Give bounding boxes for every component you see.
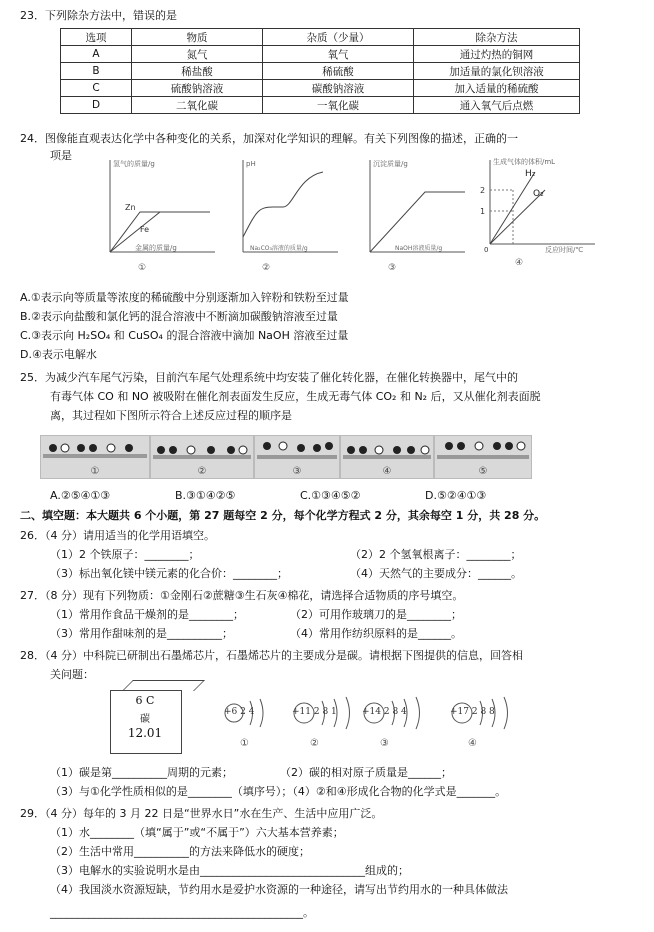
q25-option-c: C.①③④⑤② bbox=[300, 489, 361, 502]
q26-part-1: （1）2 个铁原子：________； bbox=[50, 548, 200, 561]
q29-part-1: （1）水________（填“属于”或“不属于”）六大基本营养素； bbox=[50, 826, 344, 839]
atom-2-number: ② bbox=[310, 738, 319, 749]
table-cell: 二氧化碳 bbox=[132, 97, 263, 114]
table-cell: 碳酸钠溶液 bbox=[263, 80, 414, 97]
q29-part-4-answer: ______________________________________________。 bbox=[50, 906, 314, 919]
atom-4-label: +17 2 8 8 bbox=[450, 707, 495, 717]
table-cell: 氮气 bbox=[132, 46, 263, 63]
graph-3-xlabel: NaOH溶液质量/g bbox=[395, 245, 443, 252]
table-header: 除杂方法 bbox=[414, 29, 580, 46]
table-cell: 硫酸钠溶液 bbox=[132, 80, 263, 97]
reaction-image-5 bbox=[434, 435, 532, 479]
q28-stem-cont: 关问题： bbox=[50, 668, 94, 681]
graph-3-line bbox=[370, 192, 465, 252]
atom-4-number: ④ bbox=[468, 738, 477, 749]
graph-2-ylabel: pH bbox=[246, 160, 256, 168]
q26-part-3: （3）标出氧化镁中镁元素的化合价：________； bbox=[50, 567, 288, 580]
atom-1-label: +6 2 4 bbox=[224, 707, 255, 717]
atom-1-number: ① bbox=[240, 738, 249, 749]
q29-part-2: （2）生活中常用__________的方法来降低水的硬度； bbox=[50, 845, 310, 858]
graph-1-number: ① bbox=[138, 263, 147, 273]
q26-part-2: （2）2 个氢氧根离子：________； bbox=[350, 548, 522, 561]
graph-1-fe-label: Fe bbox=[140, 225, 150, 234]
q27-part-3: （3）常用作甜味剂的是__________； bbox=[50, 627, 233, 640]
table-cell: 通入氧气后点燃 bbox=[414, 97, 580, 114]
reaction-image-4 bbox=[340, 435, 434, 479]
graph-2 bbox=[228, 152, 343, 262]
q27-stem: 27．（8 分）现有下列物质：①金刚石②蔗糖③生石灰④棉花，请选择合适物质的序号填空。 bbox=[20, 589, 464, 602]
table-cell: 氧气 bbox=[263, 46, 414, 63]
atom-3-label: +14 2 8 4 bbox=[362, 707, 407, 717]
q24-stem: 24．图像能直观表达化学中各种变化的关系，加深对化学知识的理解。有关下列图像的描述，正确的一 bbox=[20, 132, 518, 145]
table-cell: 通过灼热的铜网 bbox=[414, 46, 580, 63]
element-cell-name: 碳 bbox=[140, 714, 150, 725]
table-row bbox=[61, 80, 580, 97]
table-row bbox=[61, 46, 580, 63]
q25-option-d: D.⑤②④①③ bbox=[425, 489, 487, 502]
graph-2-xlabel: Na₂CO₃溶液的质量/g bbox=[250, 245, 308, 252]
graph-1 bbox=[95, 152, 220, 262]
table-row bbox=[61, 97, 580, 114]
q27-part-1: （1）常用作食品干燥剂的是________； bbox=[50, 608, 244, 621]
graph-4-h2-line bbox=[490, 172, 535, 244]
section-2-heading: 二、填空题：本大题共 6 个小题，第 27 题每空 2 分，每个化学方程式 2 分，其余每空 1 分，共 28 分。 bbox=[20, 509, 546, 522]
q28-part-1: （1）碳是第__________周期的元素； bbox=[50, 766, 233, 779]
q24-stem-cont: 项是 bbox=[50, 149, 72, 162]
reaction-image-3-label: ③ bbox=[292, 466, 302, 477]
table-cell: 加适量的氯化钡溶液 bbox=[414, 63, 580, 80]
q24-option-a: A.①表示向等质量等浓度的稀硫酸中分别逐渐加入锌粉和铁粉至过量 bbox=[20, 291, 349, 304]
graph-2-curve bbox=[243, 172, 323, 237]
q24-option-b: B.②表示向盐酸和氯化钙的混合溶液中不断滴加碳酸钠溶液至过量 bbox=[20, 310, 338, 323]
q25-line-3: 离，其过程如下图所示符合上述反应过程的顺序是 bbox=[50, 409, 292, 422]
q25-line-1: 25．为减少汽车尾气污染，目前汽车尾气处理系统中均安装了催化转化器，在催化转换器中，尾气中的 bbox=[20, 371, 518, 384]
q29-part-3: （3）电解水的实验说明水是由______________________________组成的； bbox=[50, 864, 409, 877]
table-cell: 一氧化碳 bbox=[263, 97, 414, 114]
q23-table bbox=[60, 28, 580, 114]
reaction-image-1-label: ① bbox=[90, 466, 100, 477]
table-cell: 稀盐酸 bbox=[132, 63, 263, 80]
reaction-image-4-label: ④ bbox=[382, 466, 392, 477]
q26-part-4: （4）天然气的主要成分：______。 bbox=[350, 567, 522, 580]
graph-4 bbox=[475, 152, 600, 262]
reaction-image-3 bbox=[254, 435, 340, 479]
graph-3-ylabel: 沉淀质量/g bbox=[373, 160, 408, 168]
reaction-image-2 bbox=[150, 435, 254, 479]
graph-4-y2: 2 bbox=[480, 186, 486, 195]
graph-4-number: ④ bbox=[515, 258, 524, 268]
table-cell: 稀硫酸 bbox=[263, 63, 414, 80]
atom-3-number: ③ bbox=[380, 738, 389, 749]
q24-option-c: C.③表示向 H₂SO₄ 和 CuSO₄ 的混合溶液中滴加 NaOH 溶液至过量 bbox=[20, 329, 349, 342]
graph-3 bbox=[355, 152, 470, 262]
table-header: 物质 bbox=[132, 29, 263, 46]
table-cell: 加入适量的稀硫酸 bbox=[414, 80, 580, 97]
table-header-row bbox=[61, 29, 580, 46]
table-cell: B bbox=[61, 63, 132, 80]
q26-stem: 26．（4 分）请用适当的化学用语填空。 bbox=[20, 529, 215, 542]
table-cell: D bbox=[61, 97, 132, 114]
atom-2-label: +11 2 8 1 bbox=[292, 707, 337, 717]
q23-stem: 23．下列除杂方法中，错误的是 bbox=[20, 9, 177, 22]
graph-2-number: ② bbox=[262, 263, 271, 273]
table-header: 选项 bbox=[61, 29, 132, 46]
element-cell-mass: 12.01 bbox=[127, 726, 163, 740]
graph-1-ylabel: 氢气的质量/g bbox=[113, 160, 155, 168]
graph-1-zn-label: Zn bbox=[125, 203, 136, 212]
element-cell-symbol: 6 C bbox=[135, 694, 155, 707]
q24-option-d: D.④表示电解水 bbox=[20, 348, 97, 361]
reaction-image-1 bbox=[40, 435, 150, 479]
graph-3-number: ③ bbox=[388, 263, 397, 273]
table-cell: A bbox=[61, 46, 132, 63]
table-row bbox=[61, 63, 580, 80]
q27-part-2: （2）可用作玻璃刀的是________； bbox=[290, 608, 462, 621]
q25-line-2: 有毒气体 CO 和 NO 被吸附在催化剂表面发生反应，生成无毒气体 CO₂ 和 N₂ 后，又从催化剂表面脱 bbox=[50, 390, 541, 403]
graph-4-y1: 1 bbox=[480, 207, 486, 216]
graph-4-o2-label: O₂ bbox=[533, 189, 544, 199]
graph-4-ylabel: 生成气体的体积/mL bbox=[493, 158, 556, 166]
q27-part-4: （4）常用作纺织原料的是______。 bbox=[290, 627, 462, 640]
table-header: 杂质（少量） bbox=[263, 29, 414, 46]
reaction-image-5-label: ⑤ bbox=[478, 466, 488, 477]
q25-option-a: A.②⑤④①③ bbox=[50, 489, 111, 502]
graph-4-h2-label: H₂ bbox=[525, 169, 536, 179]
q28-part-2: （2）碳的相对原子质量是______； bbox=[280, 766, 452, 779]
q28-stem: 28．（4 分）中科院已研制出石墨烯芯片，石墨烯芯片的主要成分是碳。请根据下图提供的信息，回答相 bbox=[20, 649, 523, 662]
table-cell: C bbox=[61, 80, 132, 97]
graph-4-x0: 0 bbox=[484, 246, 489, 254]
reaction-image-2-label: ② bbox=[197, 466, 207, 477]
q29-part-4: （4）我国淡水资源短缺，节约用水是爱护水资源的一种途径，请写出节约用水的一种具体做法 bbox=[50, 883, 508, 896]
graph-4-xlabel: 反应时间/℃ bbox=[545, 246, 584, 254]
q29-stem: 29．（4 分）每年的 3 月 22 日是“世界水日”水在生产、生活中应用广泛。 bbox=[20, 807, 383, 820]
q28-part-3-4: （3）与①化学性质相似的是________（填序号）；（4）②和④形成化合物的化学式是_______。 bbox=[50, 785, 507, 798]
q25-option-b: B.③①④②⑤ bbox=[175, 489, 236, 502]
graph-1-xlabel: 金属的质量/g bbox=[135, 244, 177, 252]
